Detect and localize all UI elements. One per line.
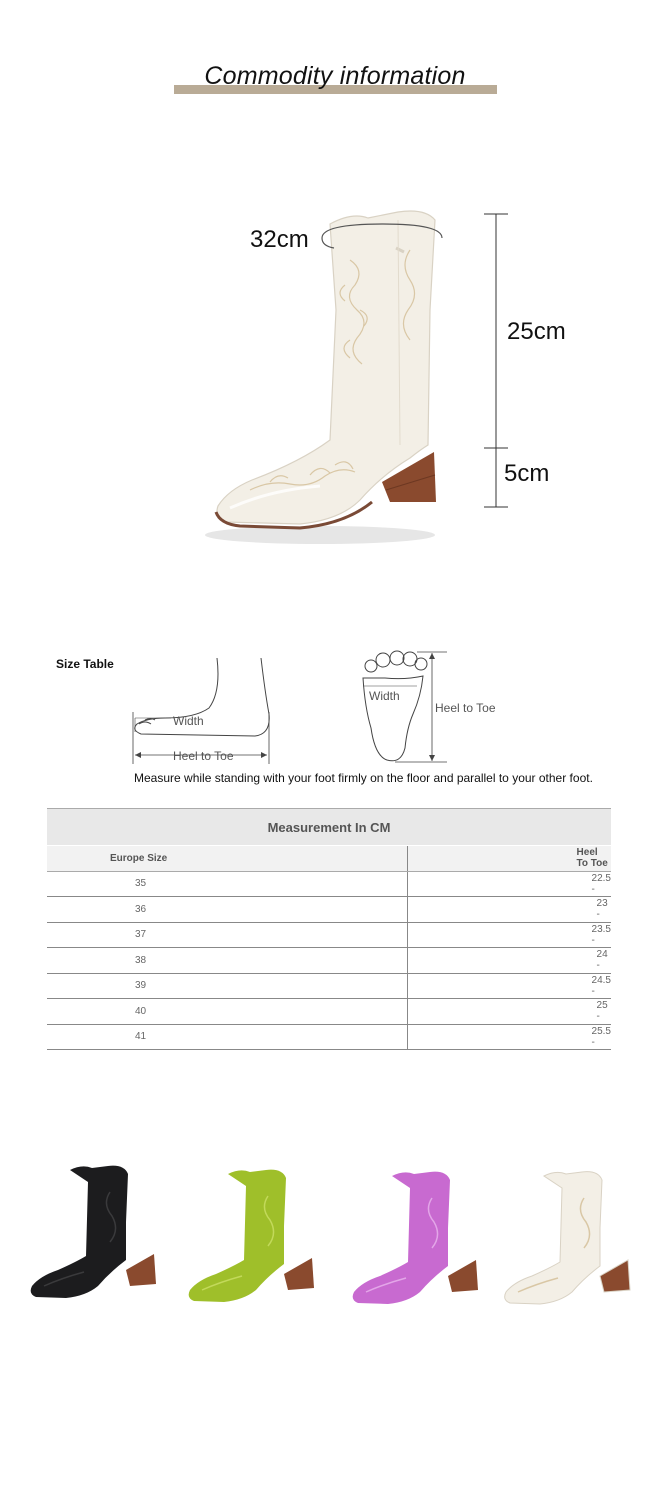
measurement-table bbox=[47, 808, 611, 1050]
column-header-heel-to-toe: Heel To Toe bbox=[407, 846, 611, 872]
size-cell: 37 bbox=[47, 922, 407, 948]
color-variants bbox=[0, 1150, 670, 1340]
size-table-label: Size Table bbox=[56, 657, 114, 671]
shaft-height-label: 25cm bbox=[507, 318, 566, 345]
table-row bbox=[47, 1024, 611, 1050]
size-cell: 36 bbox=[47, 897, 407, 923]
heel-to-toe-cell: 23.5 - bbox=[407, 922, 611, 948]
circumference-label: 32cm bbox=[250, 226, 309, 253]
column-header-europe-size: Europe Size bbox=[47, 846, 407, 872]
table-row bbox=[47, 897, 611, 923]
boot-lime bbox=[189, 1170, 314, 1302]
foot-side-icon bbox=[125, 652, 285, 768]
size-cell: 38 bbox=[47, 948, 407, 974]
heel-to-toe-cell: 25.5 - bbox=[407, 1024, 611, 1050]
size-cell: 40 bbox=[47, 999, 407, 1025]
boot-pink bbox=[353, 1172, 478, 1304]
heel-to-toe-cell: 24.5 - bbox=[407, 973, 611, 999]
heel-to-toe-cell: 23 - bbox=[407, 897, 611, 923]
measurement-table-title: Measurement In CM bbox=[47, 809, 611, 846]
page-title: Commodity information bbox=[204, 62, 466, 90]
table-row bbox=[47, 922, 611, 948]
heel-to-toe-cell: 25 - bbox=[407, 999, 611, 1025]
foot-side-heel-to-toe-label: Heel to Toe bbox=[173, 749, 234, 763]
table-row bbox=[47, 999, 611, 1025]
foot-sole-icon bbox=[355, 648, 515, 766]
foot-side-width-label: Width bbox=[173, 714, 204, 728]
main-boot-illustration bbox=[0, 190, 670, 560]
size-cell: 39 bbox=[47, 973, 407, 999]
foot-sole-heel-to-toe-label: Heel to Toe bbox=[435, 701, 496, 715]
foot-sole-width-label: Width bbox=[369, 689, 400, 703]
boot-white bbox=[505, 1172, 630, 1304]
table-row bbox=[47, 948, 611, 974]
heel-to-toe-cell: 22.5 - bbox=[407, 871, 611, 897]
table-row bbox=[47, 973, 611, 999]
table-row bbox=[47, 871, 611, 897]
boot-black bbox=[31, 1166, 156, 1298]
size-cell: 41 bbox=[47, 1024, 407, 1050]
heel-height-label: 5cm bbox=[504, 460, 550, 487]
measure-note: Measure while standing with your foot firmly on the floor and parallel to your other foot. bbox=[134, 771, 593, 785]
size-cell: 35 bbox=[47, 871, 407, 897]
heel-to-toe-cell: 24 - bbox=[407, 948, 611, 974]
